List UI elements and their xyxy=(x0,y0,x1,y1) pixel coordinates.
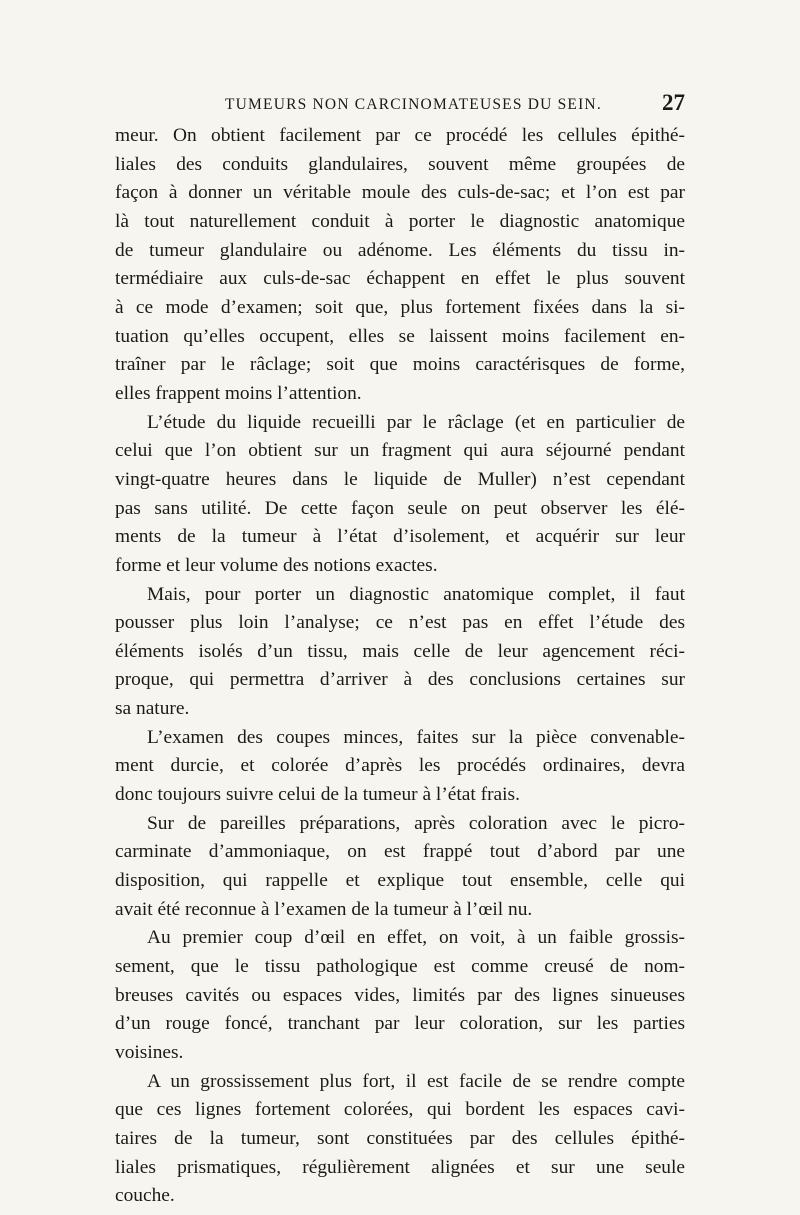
paragraph-liquid-study xyxy=(115,409,685,581)
text-line: façon à donner un véritable moule des culs-de-sac; et l’on est par xyxy=(115,182,685,204)
text-line: voisines. xyxy=(115,1042,184,1063)
text-line: carminate d’ammoniaque, on est frappé tout d’abord par une xyxy=(115,841,685,863)
text-line: L’examen des coupes minces, faites sur la pièce convenable- xyxy=(147,726,685,748)
body-text xyxy=(115,122,685,1211)
text-line: disposition, qui rappelle et explique tout ensemble, celle qui xyxy=(115,870,685,892)
paragraph-preparations xyxy=(115,810,685,925)
text-line: pas sans utilité. De cette façon seule on peut observer les élé- xyxy=(115,497,685,519)
text-line: de tumeur glandulaire ou adénome. Les éléments du tissu in- xyxy=(115,239,685,261)
text-line: que ces lignes fortement colorées, qui bordent les espaces cavi- xyxy=(115,1099,685,1121)
text-line: sa nature. xyxy=(115,698,190,720)
text-line: pousser plus loin l’analyse; ce n’est pas en effet l’étude des xyxy=(115,612,685,634)
text-line: taires de la tumeur, sont constituées par des cellules épithé- xyxy=(115,1127,685,1149)
text-line: Mais, pour porter un diagnostic anatomique complet, il faut xyxy=(147,583,685,605)
text-line: A un grossissement plus fort, il est facile de se rendre compte xyxy=(147,1070,685,1092)
running-header xyxy=(115,92,685,116)
text-line: celui que l’on obtient sur un fragment qui aura séjourné pendant xyxy=(115,440,685,462)
text-line: ments de la tumeur à l’état d’isolement, et acquérir sur leur xyxy=(115,526,685,548)
text-line: traîner par le râclage; soit que moins caractérisques de forme, xyxy=(115,354,685,376)
text-line: Au premier coup d’œil en effet, on voit, à un faible grossis- xyxy=(147,927,685,949)
text-line: avait été reconnue à l’examen de la tumeur à l’œil nu. xyxy=(115,898,533,920)
text-line: vingt-quatre heures dans le liquide de Muller) n’est cependant xyxy=(115,468,685,490)
text-line: breuses cavités ou espaces vides, limités par des lignes sinueuses xyxy=(115,984,685,1006)
text-line: tuation qu’elles occupent, elles se laissent moins facilement en- xyxy=(115,325,685,347)
paragraph-thin-sections xyxy=(115,724,685,810)
paragraph-diagnosis xyxy=(115,581,685,724)
text-line: couche. xyxy=(115,1185,175,1207)
paragraph-higher-magnification xyxy=(115,1068,685,1211)
running-header-title: TUMEURS NON CARCINOMATEUSES DU SEIN. xyxy=(225,96,602,113)
paragraph-continuation xyxy=(115,122,685,409)
text-line: d’un rouge foncé, tranchant par leur coloration, sur les parties xyxy=(115,1013,685,1035)
text-line: donc toujours suivre celui de la tumeur à l’état frais. xyxy=(115,784,520,806)
text-line: Sur de pareilles préparations, après coloration avec le picro- xyxy=(147,812,685,834)
text-line: là tout naturellement conduit à porter le diagnostic anatomique xyxy=(115,210,685,232)
page-number: 27 xyxy=(662,90,685,115)
text-line: proque, qui permettra d’arriver à des conclusions certaines sur xyxy=(115,669,685,691)
text-line: L’étude du liquide recueilli par le râclage (et en particulier de xyxy=(147,411,685,433)
text-line: meur. On obtient facilement par ce procédé les cellules épithé- xyxy=(115,125,685,146)
text-line: elles frappent moins l’attention. xyxy=(115,382,362,404)
text-line: ment durcie, et colorée d’après les procédés ordinaires, devra xyxy=(115,755,685,777)
paragraph-first-glance xyxy=(115,924,685,1067)
text-line: à ce mode d’examen; soit que, plus fortement fixées dans la si- xyxy=(115,296,685,318)
text-line: éléments isolés d’un tissu, mais celle de leur agencement réci- xyxy=(115,640,685,662)
text-line: termédiaire aux culs-de-sac échappent en effet le plus souvent xyxy=(115,268,685,290)
text-line: liales des conduits glandulaires, souvent même groupées de xyxy=(115,153,685,175)
text-line: liales prismatiques, régulièrement alignées et sur une seule xyxy=(115,1156,685,1178)
text-line: sement, que le tissu pathologique est comme creusé de nom- xyxy=(115,956,685,978)
text-line: forme et leur volume des notions exactes. xyxy=(115,554,438,576)
